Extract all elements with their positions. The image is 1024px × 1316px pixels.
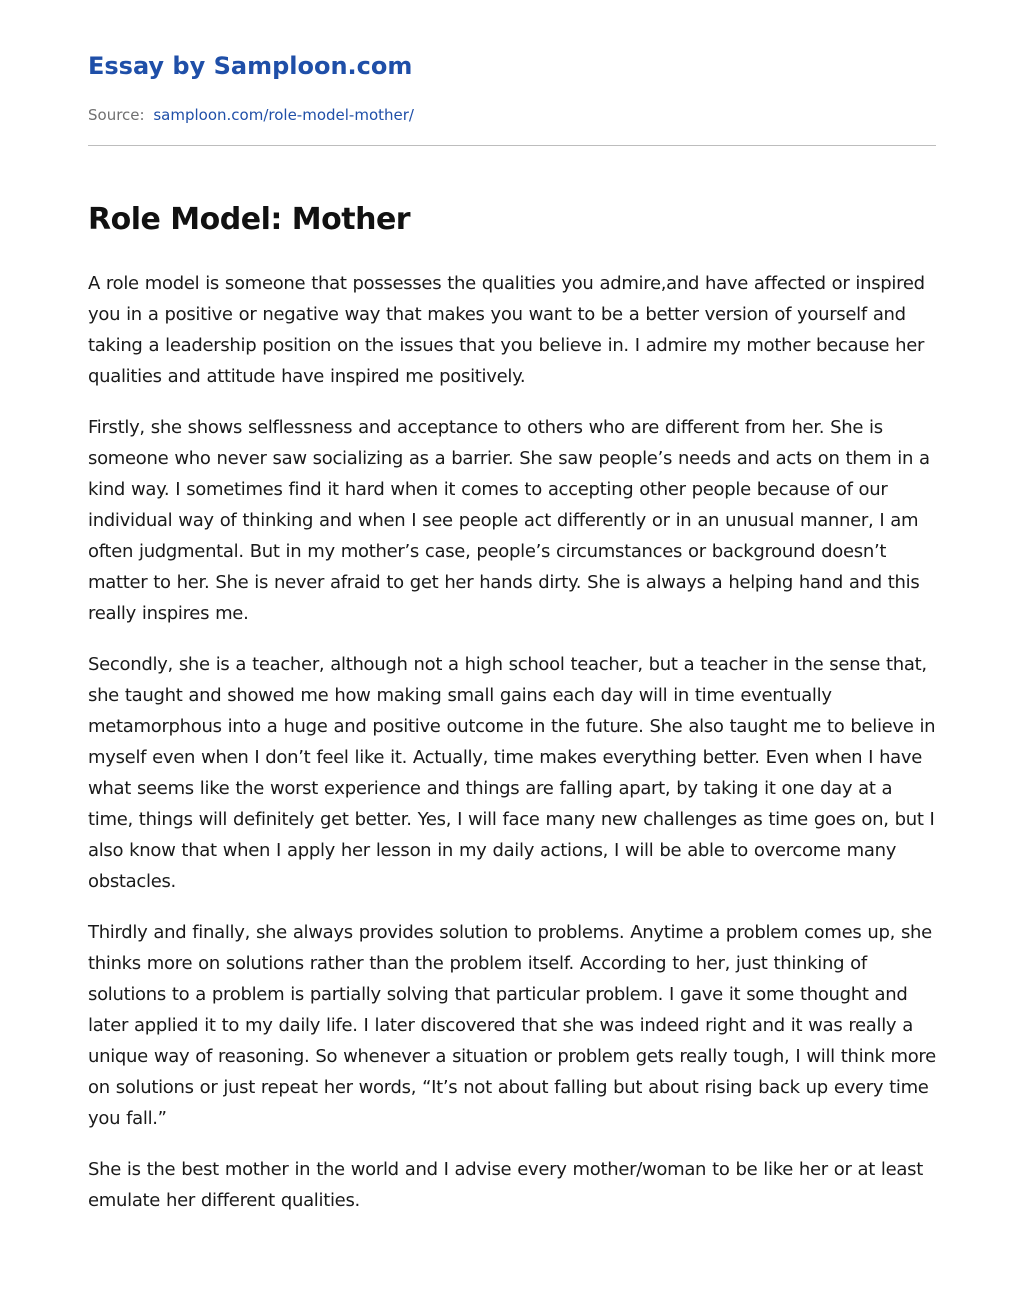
essay-title: Role Model: Mother [88,202,411,237]
header-divider [88,145,936,146]
source-link[interactable]: samploon.com/role-model-mother/ [153,106,414,124]
essay-paragraph: She is the best mother in the world and I advise every mother/woman to be like her or at least emulate her different qualities. [88,1159,923,1211]
essay-paragraph: Firstly, she shows selflessness and acceptance to others who are different from her. She is someone who never saw socializing as a barrier. She saw people’s needs and acts on them in a kind way. I sometimes find it hard when it comes to accepting other people because of our individual way of thinking and when I see people act differently or in an unusual manner, I am often judgmental. But in my mother’s case, people’s circumstances or background doesn’t matter to her. She is never afraid to get her hands dirty. She is always a helping hand and this really inspires me. [88,417,930,624]
essay-paragraph: Thirdly and finally, she always provides solution to problems. Anytime a problem comes up, she thinks more on solutions rather than the problem itself. According to her, just thinking of solutions to a problem is partially solving that particular problem. I gave it some thought and later applied it to my daily life. I later discovered that she was indeed right and it was really a unique way of reasoning. So whenever a situation or problem gets really tough, I will think more on solutions or just repeat her words, “It’s not about falling but about rising back up every time you fall.” [88,922,936,1129]
essay-paragraph: Secondly, she is a teacher, although not a high school teacher, but a teacher in the sense that, she taught and showed me how making small gains each day will in time eventually metamorphous into a huge and positive outcome in the future. She also taught me to believe in myself even when I don’t feel like it. Actually, time makes everything better. Even when I have what seems like the worst experience and things are falling apart, by taking it one day at a time, things will definitely get better. Yes, I will face many new challenges as time goes on, but I also know that when I apply her lesson in my daily actions, I will be able to overcome many obstacles. [88,654,936,892]
essay-paragraph: A role model is someone that possesses the qualities you admire,and have affected or inspired you in a positive or negative way that makes you want to be a better version of yourself and taking a leadership position on the issues that you believe in. I admire my mother because her qualities and attitude have inspired me positively. [88,273,925,387]
source-label: Source: [88,106,145,124]
site-brand: Essay by Samploon.com [88,52,413,80]
source-line [88,106,414,124]
essay-body [88,268,936,1236]
